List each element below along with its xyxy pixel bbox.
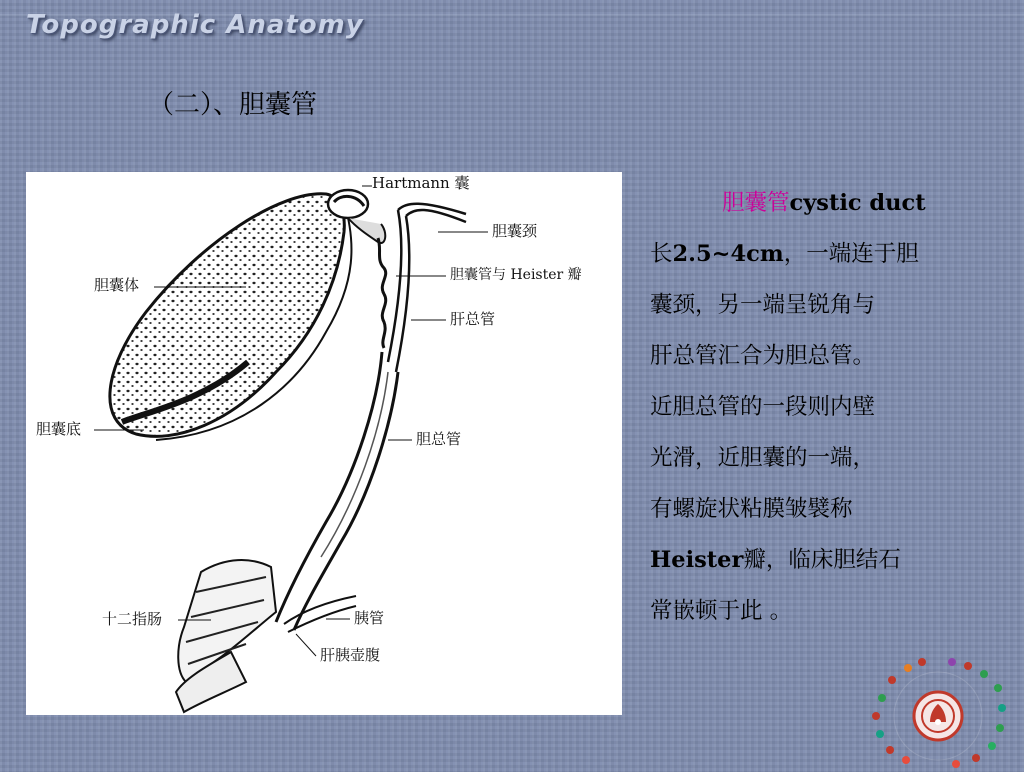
section-title: （二）、胆囊管 [148, 90, 318, 120]
label-hartmann-pouch: Hartmann 囊 [372, 174, 470, 192]
gallbladder-body-shape [110, 194, 344, 437]
label-gallbladder-neck: 胆囊颈 [492, 222, 538, 240]
common-bile-duct [276, 352, 398, 630]
text-line-6: 光滑，近胆囊的一端， [650, 445, 876, 471]
anatomy-figure [26, 172, 622, 715]
text-line-7: 有螺旋状粘膜皱襞称 [650, 496, 853, 522]
text-line-2: 长2.5~4cm，一端连于胆 [650, 241, 919, 267]
length-value: 2.5~4cm [672, 241, 784, 267]
label-gallbladder-fundus: 胆囊底 [36, 420, 82, 438]
hepatic-duct [388, 204, 466, 372]
university-logo-icon [852, 650, 1024, 768]
label-common-bile-duct: 胆总管 [416, 430, 462, 448]
text-line-5: 近胆总管的一段则内壁 [650, 394, 876, 420]
term-english: cystic duct [789, 190, 926, 216]
term-chinese: 胆囊管 [722, 190, 790, 216]
label-hepatopancreatic-ampulla: 肝胰壶腹 [320, 646, 381, 664]
logo-center-emblem [914, 692, 962, 740]
heister-term: Heister [650, 547, 744, 573]
cystic-duct [378, 238, 386, 348]
text-line-1 [650, 178, 990, 229]
label-pancreatic-duct: 胰管 [354, 609, 385, 627]
banner-title: Topographic Anatomy [26, 10, 364, 40]
label-duodenum: 十二指肠 [102, 610, 163, 628]
gallbladder-illustration [26, 172, 622, 715]
label-gallbladder-body: 胆囊体 [94, 276, 140, 294]
text-line-4: 肝总管汇合为胆总管。 [650, 343, 876, 369]
text-line-8: Heister瓣，临床胆结石 [650, 547, 901, 573]
text-line-9: 常嵌顿于此 。 [650, 598, 793, 624]
label-cystic-duct-heister: 胆囊管与 Heister 瓣 [450, 267, 582, 283]
cystic-duct-description [650, 178, 990, 637]
label-hepatic-duct: 肝总管 [450, 310, 496, 328]
text-line-3: 囊颈，另一端呈锐角与 [650, 292, 876, 318]
